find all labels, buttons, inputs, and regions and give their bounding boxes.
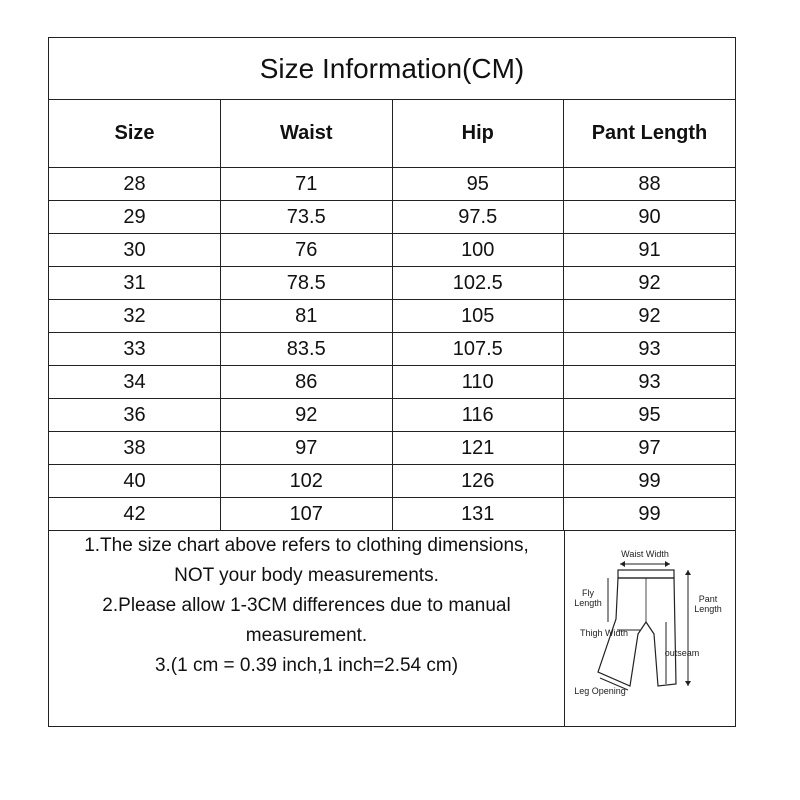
cell-waist: 71 (221, 168, 393, 201)
size-notes (49, 531, 565, 727)
cell-hip: 126 (392, 465, 564, 498)
waist-width-label: Waist Width (621, 549, 669, 559)
table-row (49, 267, 735, 300)
cell-size: 34 (49, 366, 221, 399)
arrowhead-icon (685, 570, 691, 575)
chart-title: Size Information(CM) (49, 38, 735, 100)
cell-size: 29 (49, 201, 221, 234)
cell-hip: 107.5 (392, 333, 564, 366)
cell-size: 30 (49, 234, 221, 267)
cell-pant-length: 95 (564, 399, 736, 432)
cell-waist: 78.5 (221, 267, 393, 300)
pants-diagram-svg (570, 544, 730, 714)
header-pant-length: Pant Length (564, 100, 736, 168)
pant-length-label-2: Length (694, 604, 722, 614)
cell-pant-length: 93 (564, 366, 736, 399)
arrowhead-icon (620, 561, 625, 567)
cell-pant-length: 93 (564, 333, 736, 366)
cell-hip: 97.5 (392, 201, 564, 234)
cell-hip: 110 (392, 366, 564, 399)
cell-pant-length: 92 (564, 300, 736, 333)
cell-size: 42 (49, 498, 221, 531)
cell-size: 38 (49, 432, 221, 465)
table-row (49, 399, 735, 432)
cell-size: 36 (49, 399, 221, 432)
table-row (49, 300, 735, 333)
cell-waist: 92 (221, 399, 393, 432)
arrowhead-icon (665, 561, 670, 567)
cell-waist: 83.5 (221, 333, 393, 366)
cell-hip: 121 (392, 432, 564, 465)
table-row (49, 432, 735, 465)
note-line: NOT your body measurements. (174, 565, 439, 586)
pants-measurement-diagram (565, 531, 735, 727)
cell-waist: 107 (221, 498, 393, 531)
header-hip: Hip (392, 100, 564, 168)
header-row (49, 100, 735, 168)
cell-pant-length: 88 (564, 168, 736, 201)
footer-section (49, 531, 735, 727)
size-table (49, 100, 735, 531)
note-line: 3.(1 cm = 0.39 inch,1 inch=2.54 cm) (154, 655, 459, 676)
cell-pant-length: 99 (564, 465, 736, 498)
cell-waist: 76 (221, 234, 393, 267)
thigh-width-label: Thigh Width (579, 628, 629, 638)
fly-length-label-2: Length (574, 598, 602, 608)
cell-hip: 102.5 (392, 267, 564, 300)
arrowhead-icon (685, 681, 691, 686)
table-row (49, 201, 735, 234)
cell-pant-length: 97 (564, 432, 736, 465)
note-line: 2.Please allow 1-3CM differences due to manual (102, 595, 511, 616)
leg-opening-label: Leg Opening (574, 686, 626, 696)
cell-waist: 97 (221, 432, 393, 465)
note-line: measurement. (245, 625, 368, 646)
cell-hip: 131 (392, 498, 564, 531)
pant-length-label-1: Pant (698, 594, 718, 604)
table-row (49, 465, 735, 498)
cell-hip: 95 (392, 168, 564, 201)
table-row (49, 498, 735, 531)
note-line: 1.The size chart above refers to clothing dimensions, (84, 535, 529, 556)
cell-size: 28 (49, 168, 221, 201)
cell-pant-length: 92 (564, 267, 736, 300)
cell-size: 31 (49, 267, 221, 300)
cell-pant-length: 99 (564, 498, 736, 531)
table-row (49, 366, 735, 399)
cell-pant-length: 91 (564, 234, 736, 267)
fly-length-label-1: Fly (582, 588, 594, 598)
table-row (49, 168, 735, 201)
cell-pant-length: 90 (564, 201, 736, 234)
waistband-shape (618, 570, 674, 578)
cell-size: 32 (49, 300, 221, 333)
cell-hip: 105 (392, 300, 564, 333)
cell-hip: 116 (392, 399, 564, 432)
header-waist: Waist (221, 100, 393, 168)
cell-waist: 73.5 (221, 201, 393, 234)
cell-waist: 102 (221, 465, 393, 498)
cell-waist: 81 (221, 300, 393, 333)
cell-size: 33 (49, 333, 221, 366)
cell-size: 40 (49, 465, 221, 498)
header-size: Size (49, 100, 221, 168)
table-row (49, 234, 735, 267)
cell-waist: 86 (221, 366, 393, 399)
outseam-label: outseam (664, 648, 700, 658)
cell-hip: 100 (392, 234, 564, 267)
table-row (49, 333, 735, 366)
size-chart (48, 37, 736, 727)
